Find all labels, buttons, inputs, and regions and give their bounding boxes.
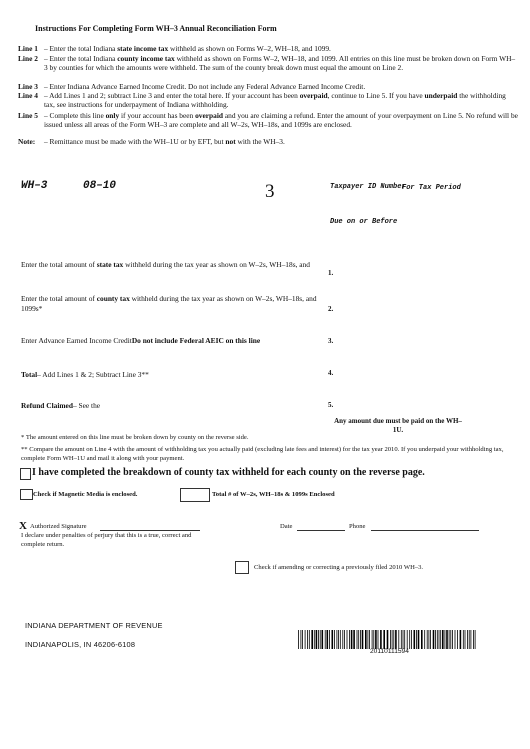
instructions-title: Instructions For Completing Form WH–3 Annual Reconciliation Form — [35, 24, 277, 33]
barcode-bar — [302, 630, 303, 649]
barcode-bar — [368, 630, 369, 649]
barcode-bar — [369, 630, 370, 649]
instruction-body — [44, 54, 518, 73]
barcode-bar — [372, 630, 373, 649]
barcode-number: 20110111594 — [370, 648, 409, 655]
barcode-bar — [353, 630, 355, 649]
signature-line[interactable] — [100, 522, 200, 531]
total-enclosed-box[interactable] — [180, 488, 210, 502]
barcode-bar — [305, 630, 306, 649]
barcode-bar — [334, 630, 335, 649]
barcode-bar — [475, 630, 476, 649]
barcode-bar — [467, 630, 468, 649]
barcode-bar — [344, 630, 345, 649]
line-text-part: withheld during the tax year as shown on W–2s, WH–18s, and — [123, 260, 310, 269]
line-text-part: county tax — [96, 294, 130, 303]
barcode-bar — [380, 630, 382, 649]
instruction-body — [44, 137, 518, 146]
barcode-bar — [471, 630, 472, 649]
note-underpayment: ** Compare the amount on Line 4 with the amount of withholding tax you actually paid (excluding late fees and interest) for the tax year 2010. If you underpaid your withholding tax, complete Form WH–1U and mail it along with your payment. — [21, 446, 504, 462]
instruction-text: underpaid — [424, 91, 458, 100]
line-text-part: Enter the total amount of — [21, 260, 97, 269]
barcode-bar — [298, 630, 299, 649]
instruction-3 — [18, 82, 518, 91]
line-text-part: – Add Lines 1 & 2; Subtract Line 3** — [37, 370, 149, 379]
barcode-bar — [309, 630, 310, 649]
barcode-bar — [407, 630, 408, 649]
line-5-text — [21, 401, 321, 411]
barcode-bar — [450, 630, 451, 649]
barcode-bar — [446, 630, 448, 649]
magnetic-media-label: Check if Magnetic Media is enclosed. — [33, 491, 138, 498]
agency-name: INDIANA DEPARTMENT OF REVENUE — [25, 621, 163, 630]
phone-label: Phone — [349, 523, 366, 530]
tax-period-label: For Tax Period — [402, 184, 461, 192]
instruction-text: the withholding tax, see instructions for underpayment of Indiana withholding. — [44, 91, 506, 110]
instruction-text: – Complete this line — [44, 111, 106, 120]
barcode-bar — [318, 630, 319, 649]
barcode-bar — [314, 630, 315, 649]
barcode-bar — [365, 630, 367, 649]
perjury-statement: I declare under penalties of perjury that this is a true, correct and complete return. — [21, 532, 192, 548]
instruction-tag: Line 2 — [18, 54, 38, 63]
barcode-bar — [437, 630, 438, 649]
barcode-bar — [430, 630, 431, 649]
barcode-bar — [395, 630, 397, 649]
instruction-text: – Enter Indiana Advance Earned Income Credit. Do not include any Federal Advance Earned Income Credit. — [44, 82, 366, 91]
instruction-text: state income tax — [117, 44, 169, 53]
due-date-label: Due on or Before — [330, 218, 398, 226]
barcode-bar — [383, 630, 385, 649]
barcode-bar — [442, 630, 444, 649]
barcode-bar — [311, 630, 313, 649]
instruction-5 — [18, 111, 518, 137]
instruction-text: if your account has been — [119, 111, 196, 120]
barcode-bar — [433, 630, 435, 649]
barcode-bar — [416, 630, 417, 649]
instruction-text: overpaid — [195, 111, 224, 120]
barcode-bar — [404, 630, 405, 649]
instruction-body — [44, 91, 518, 110]
instruction-text: withheld as shown on Forms W–2, WH–18, and 1099. — [168, 44, 331, 53]
barcode-bar — [316, 630, 318, 649]
barcode-bar — [360, 630, 361, 649]
line-1-text — [21, 260, 321, 270]
amending-checkbox[interactable] — [235, 561, 249, 574]
barcode-bar — [440, 630, 441, 649]
line-2-text — [21, 294, 321, 314]
line-text-part: Enter the total amount of — [21, 294, 97, 303]
barcode-bar — [325, 630, 326, 649]
barcode-bar — [327, 630, 329, 649]
barcode-bar — [445, 630, 446, 649]
barcode-bar — [452, 630, 453, 649]
barcode-bar — [387, 630, 389, 649]
barcode-bar — [409, 630, 410, 649]
instruction-tag: Line 4 — [18, 91, 38, 100]
instruction-body — [44, 44, 518, 53]
instruction-4 — [18, 91, 518, 110]
barcode-bar — [460, 630, 462, 649]
form-revision: 08–10 — [83, 180, 117, 192]
barcode — [298, 630, 478, 649]
line-3-number: 3. — [328, 337, 334, 345]
line-text-part: withheld during the tax year as shown on W–2s, WH–18s, and 1099s* — [21, 294, 317, 313]
instruction-text: only — [105, 111, 120, 120]
barcode-bar — [469, 630, 470, 649]
barcode-bar — [427, 630, 428, 649]
barcode-bar — [351, 630, 353, 649]
magnetic-media-checkbox[interactable] — [20, 489, 33, 500]
barcode-bar — [358, 630, 359, 649]
barcode-bar — [424, 630, 425, 649]
barcode-bar — [398, 630, 399, 649]
line-5-number: 5. — [328, 401, 334, 409]
barcode-bar — [414, 630, 416, 649]
instruction-text: withheld as shown on Forms W–2, WH–18, and 1099. All entries on this line must be broken down on Form WH–3 by counties for which the amounts were withheld. The sum of the county break down must equal the amount on Line 2. — [44, 54, 516, 73]
certification-checkbox[interactable] — [20, 468, 31, 480]
barcode-bar — [392, 630, 393, 649]
instruction-tag: Line 1 — [18, 44, 38, 53]
instruction-tag: Note: — [18, 137, 36, 146]
line-4-number: 4. — [328, 369, 334, 377]
barcode-bar — [338, 630, 339, 649]
signature-x-mark: X — [19, 520, 27, 532]
barcode-bar — [357, 630, 358, 649]
barcode-bar — [362, 630, 364, 649]
instruction-text: , continue to Line 5. If you have — [327, 91, 425, 100]
instruction-text: – Enter the total Indiana — [44, 44, 118, 53]
line-text-part: – See the — [72, 401, 101, 410]
line-3-text — [21, 336, 321, 346]
barcode-bar — [421, 630, 423, 649]
barcode-bar — [393, 630, 394, 649]
amount-due-note: Any amount due must be paid on the WH–1U. — [334, 417, 462, 434]
total-enclosed-label: Total # of W–2s, WH–18s & 1099s Enclosed — [212, 491, 335, 498]
instruction-2 — [18, 54, 518, 82]
barcode-bar — [332, 630, 334, 649]
barcode-bar — [403, 630, 404, 649]
agency-city: INDIANAPOLIS, IN 46206-6108 — [25, 640, 136, 649]
instruction-text: county income tax — [117, 54, 175, 63]
form-big-number: 3 — [265, 181, 275, 202]
line-2-number: 2. — [328, 305, 334, 313]
barcode-bar — [439, 630, 440, 649]
barcode-bar — [307, 630, 308, 649]
instruction-text: overpaid — [299, 91, 328, 100]
barcode-bar — [301, 630, 302, 649]
barcode-bar — [455, 630, 456, 649]
instruction-text: – Enter the total Indiana — [44, 54, 118, 63]
line-text-part: Total — [21, 370, 38, 379]
barcode-bar — [373, 630, 374, 649]
barcode-bar — [463, 630, 464, 649]
barcode-bar — [473, 630, 474, 649]
barcode-bar — [435, 630, 436, 649]
barcode-bar — [449, 630, 450, 649]
phone-field[interactable] — [371, 522, 479, 531]
amending-label: Check if amending or correcting a previously filed 2010 WH–3. — [254, 564, 424, 571]
barcode-bar — [411, 630, 412, 649]
barcode-bar — [342, 630, 343, 649]
barcode-bar — [401, 630, 402, 649]
barcode-bar — [378, 630, 379, 649]
instruction-tag: Line 5 — [18, 111, 38, 120]
instruction-body — [44, 82, 518, 91]
barcode-bar — [457, 630, 458, 649]
barcode-bar — [465, 630, 466, 649]
line-text-part: Do not include Federal AEIC on this line — [131, 336, 261, 345]
barcode-bar — [429, 630, 430, 649]
form-id: WH–3 — [21, 180, 48, 192]
instruction-1 — [18, 44, 518, 53]
instruction-text: and you are claiming a refund. Enter the amount of your overpayment on Line 5. No refund will be issued unless all areas of the Form WH–3 are complete and all W–2s, WH–18s, and 1099s are enclosed. — [44, 111, 518, 130]
certification-text: I have completed the breakdown of county tax withheld for each county on the reverse page. — [32, 467, 425, 478]
barcode-bar — [418, 630, 420, 649]
line-text-part: state tax — [96, 260, 124, 269]
taxpayer-id-label: Taxpayer ID Number — [330, 183, 406, 191]
instruction-6 — [18, 137, 518, 147]
barcode-bar — [390, 630, 391, 649]
line-text-part: Enter Advance Earned Income Credit — [21, 336, 132, 345]
barcode-bar — [322, 630, 324, 649]
note-county-breakdown: * The amount entered on this line must be broken down by county on the reverse side. — [21, 434, 249, 441]
barcode-bar — [320, 630, 321, 649]
barcode-bar — [329, 630, 330, 649]
barcode-bar — [337, 630, 338, 649]
date-field[interactable] — [297, 522, 345, 531]
barcode-bar — [340, 630, 341, 649]
instruction-text: – Add Lines 1 and 2; subtract Line 3 and enter the total here. If your account has been — [44, 91, 300, 100]
line-4-text — [21, 370, 321, 380]
instruction-text: not — [225, 137, 236, 146]
signature-label: Authorized Signature — [30, 523, 87, 530]
instruction-tag: Line 3 — [18, 82, 38, 91]
line-text-part: Refund Claimed — [21, 401, 73, 410]
instruction-body — [44, 111, 518, 130]
line-1-number: 1. — [328, 269, 334, 277]
instruction-text: with the WH–3. — [235, 137, 285, 146]
date-label: Date — [280, 523, 293, 530]
instruction-text: – Remittance must be made with the WH–1U or by EFT, but — [44, 137, 226, 146]
barcode-bar — [349, 630, 350, 649]
barcode-bar — [375, 630, 377, 649]
barcode-bar — [347, 630, 348, 649]
